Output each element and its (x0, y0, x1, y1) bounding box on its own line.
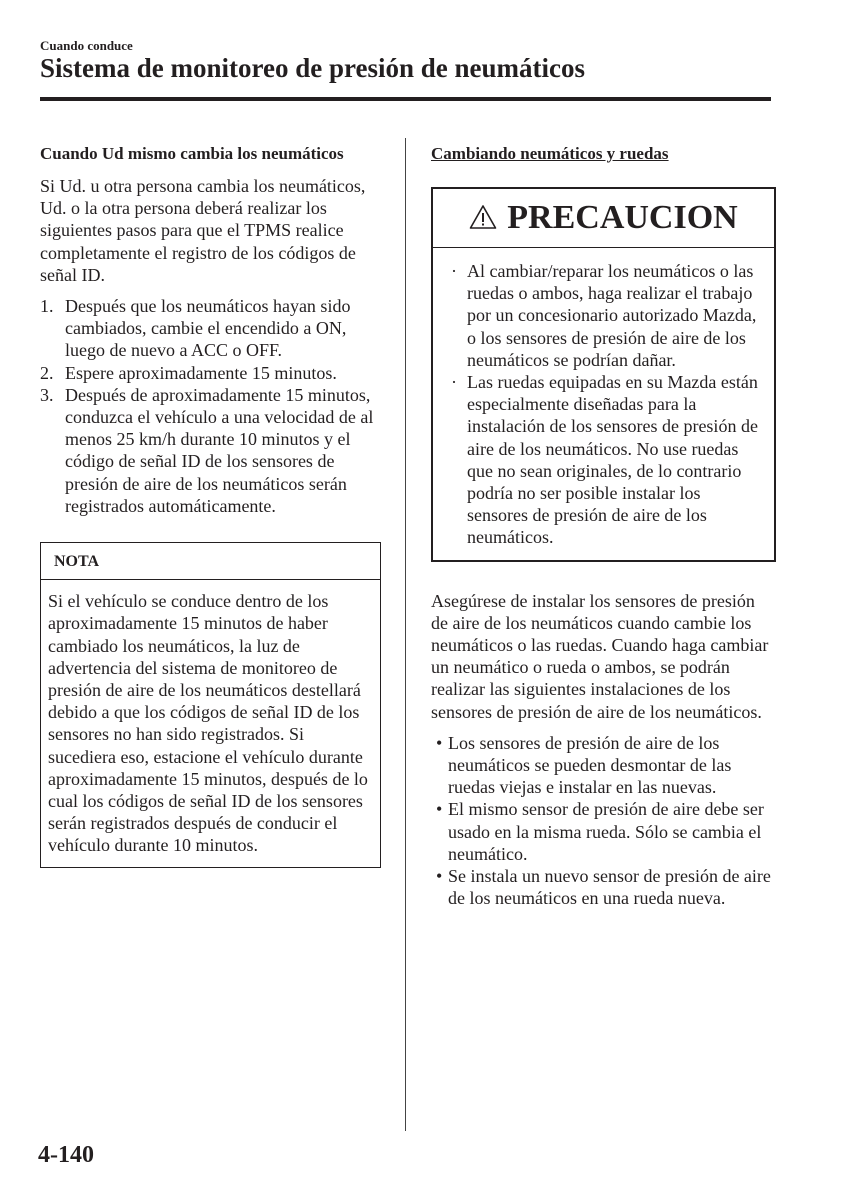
list-item (40, 362, 385, 384)
list-item (449, 371, 764, 549)
list-item (449, 260, 764, 371)
column-divider (405, 138, 406, 1131)
right-column (431, 143, 776, 909)
section-label: Cuando conduce (40, 38, 133, 53)
bullet-text: Al cambiar/reparar los neumáticos o las ruedas o ambos, haga realizar el trabajo por un concesionario autorizado Mazda, o los sensores de presión de aire de los neumáticos se podrían dañar. (467, 261, 757, 370)
right-bullets (431, 732, 776, 910)
left-column (40, 143, 385, 868)
bullet-dot: · (451, 261, 457, 281)
bullet-text: Los sensores de presión de aire de los neumáticos se pueden desmontar de las ruedas viejas e instalar en las nuevas. (448, 732, 732, 798)
left-intro-paragraph: Si Ud. u otra persona cambia los neumáticos, Ud. o la otra persona deberá realizar los siguientes pasos para que el TPMS realice completamente el registro de los códigos de señal ID. (40, 176, 366, 285)
step-number: 3. (40, 384, 54, 405)
caution-box (431, 187, 776, 562)
caution-title: PRECAUCION (507, 198, 738, 236)
step-number: 2. (40, 362, 54, 383)
left-subheading: Cuando Ud mismo cambia los neumáticos (40, 144, 344, 163)
step-text: Después que los neumáticos hayan sido cambiados, cambie el encendido a ON, luego de nuevo a ACC o OFF. (65, 296, 351, 361)
nota-body: Si el vehículo se conduce dentro de los aproximadamente 15 minutos de haber cambiado los neumáticos, la luz de advertencia del sistema de monitoreo de presión de aire de los neumáticos destellará debido a que los códigos de señal ID de los sensores no han sido registrados. Si sucediera eso, estacione el vehículo durante aproximadamente 15 minutos, después de lo cual los códigos de señal ID de los sensores serán registrados después de conducir el vehículo durante 10 minutos. (48, 591, 368, 856)
caution-header (433, 189, 774, 248)
bullet-dot: • (436, 799, 443, 820)
right-paragraph: Asegúrese de instalar los sensores de presión de aire de los neumáticos cuando cambie los neumáticos o las ruedas. Cuando haga cambiar un neumático o rueda o ambos, se podrán realizar las siguientes instalaciones de los sensores de presión de aire de los neumáticos. (431, 590, 769, 722)
list-item (431, 732, 776, 799)
page-title: Sistema de monitoreo de presión de neumáticos (40, 53, 585, 83)
caution-body (433, 248, 774, 560)
nota-title: NOTA (41, 543, 380, 580)
step-text: Después de aproximadamente 15 minutos, conduzca el vehículo a una velocidad de al menos 25 km/h durante 10 minutos y el código de señal ID de los sensores de presión de aire de los neumáticos serán registrados automáticamente. (65, 384, 374, 516)
page-number: 4-140 (38, 1142, 94, 1168)
bullet-dot: · (451, 372, 457, 393)
bullet-text: Se instala un nuevo sensor de presión de aire de los neumáticos en una rueda nueva. (448, 866, 771, 909)
steps-list (40, 295, 385, 517)
right-subheading: Cambiando neumáticos y ruedas (431, 144, 669, 163)
title-rule (40, 97, 771, 101)
warning-triangle-icon (469, 204, 507, 231)
step-number: 1. (40, 296, 54, 317)
list-item (431, 865, 776, 909)
bullet-dot: • (436, 866, 443, 887)
caution-bullets (449, 260, 764, 549)
list-item (40, 295, 385, 362)
bullet-text: El mismo sensor de presión de aire debe ser usado en la misma rueda. Sólo se cambia el neumático. (448, 799, 764, 864)
list-item (40, 384, 385, 517)
step-text: Espere aproximadamente 15 minutos. (65, 362, 337, 383)
list-item (431, 798, 776, 865)
bullet-text: Las ruedas equipadas en su Mazda están especialmente diseñadas para la instalación de los sensores de presión de aire de los neumáticos. No use ruedas que no sean originales, de lo contrario podría no ser posible instalar los sensores de presión de aire de los neumáticos. (467, 372, 758, 548)
bullet-dot: • (436, 732, 443, 753)
nota-box (40, 542, 381, 868)
